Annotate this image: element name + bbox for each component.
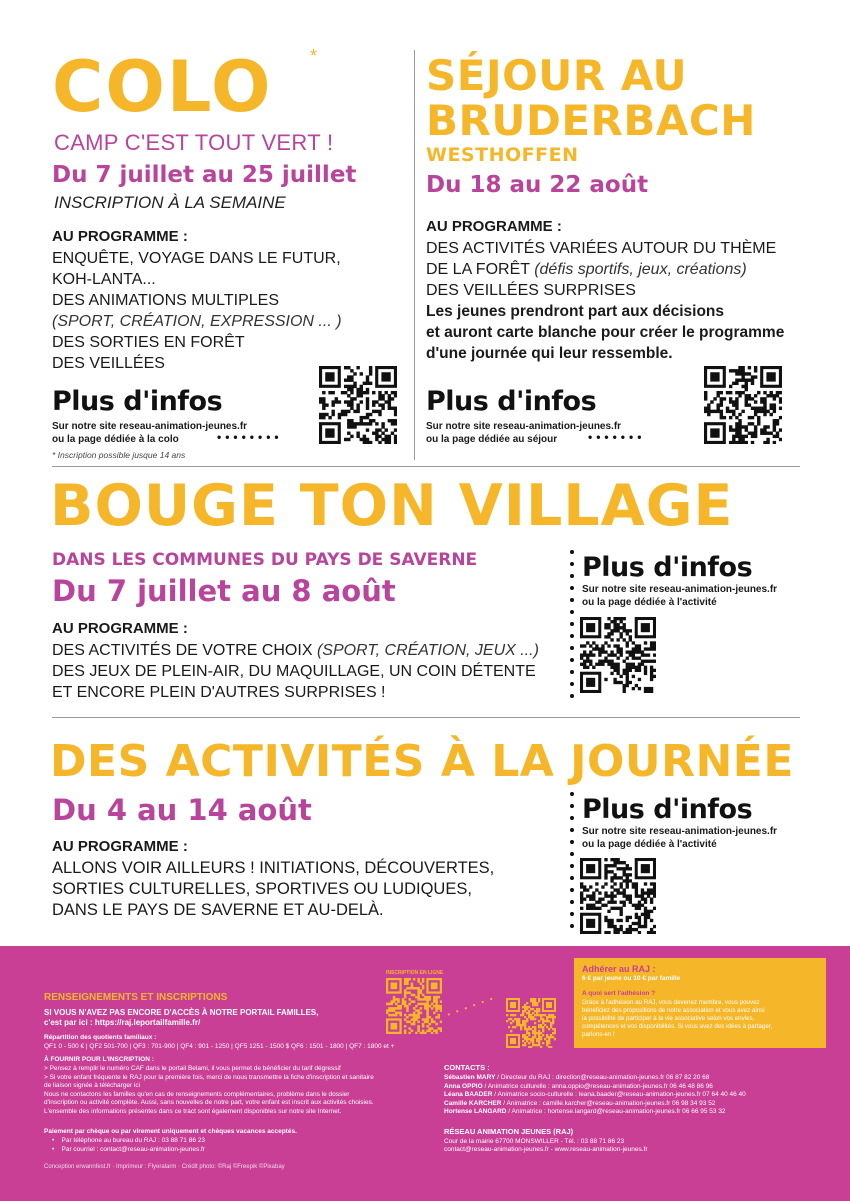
contact-name: Anna OPPIO xyxy=(444,1082,483,1090)
sejour-place: WESTHOFFEN xyxy=(426,144,579,166)
payment-list xyxy=(52,1137,205,1154)
sejour-program-line: DES VEILLÉES SURPRISES xyxy=(426,282,636,299)
colo-title: COLO xyxy=(52,46,273,128)
section-divider xyxy=(52,717,800,718)
sejour-plus-infos: Plus d'infos xyxy=(426,386,597,417)
sejour-program-italic: (défis sportifs, jeux, créations) xyxy=(534,261,747,278)
journee-title: DES ACTIVITÉS À LA JOURNÉE xyxy=(50,736,794,787)
colo-program-line: DES SORTIES EN FORÊT xyxy=(52,334,245,351)
provide-line: L'ensemble des informations présentes dans ce tract sont également disponibles sur notre site Internet. xyxy=(44,1107,342,1115)
contact-details: / Animatrice culturelle : anna.oppio@reseau-animation-jeunes.fr 06 46 48 86 96 xyxy=(482,1082,713,1090)
bouge-program-line: DES JEUX DE PLEIN-AIR, DU MAQUILLAGE, UN COIN DÉTENTE xyxy=(52,663,536,680)
sejour-dates: Du 18 au 22 août xyxy=(426,172,649,198)
adhesion-line: bénéficiez des propositions de notre association et vous avez ainsi xyxy=(582,1007,765,1014)
colo-page-link[interactable]: ou la page dédiée à la colo xyxy=(52,434,179,445)
bouge-site-link[interactable]: Sur notre site reseau-animation-jeunes.fr xyxy=(582,584,778,595)
journee-dates: Du 4 au 14 août xyxy=(52,793,312,827)
sejour-title-line2: BRUDERBACH xyxy=(426,96,756,145)
contact-details: / Animatrice : hortense.langard@reseau-animation-jeunes.fr 06 66 95 53 32 xyxy=(506,1108,726,1116)
footer-panel xyxy=(0,946,850,1201)
adhesion-qr-code[interactable] xyxy=(506,998,556,1048)
journee-program xyxy=(52,858,494,921)
adhesion-line: compétences et vos disponibilités. Si vous avez des idées à partager, xyxy=(582,1023,773,1030)
contact-line xyxy=(444,1083,844,1092)
adhesion-question: A quoi sert l'adhésion ? xyxy=(582,990,656,997)
provide-line: > Pensez à remplir le numéro CAF dans le portail Belami, il vous permet de bénéficier du tarif dégressif xyxy=(44,1065,341,1072)
contact-line xyxy=(444,1100,844,1109)
provide-line: > Si votre enfant fréquente le RAJ pour la première fois, merci de nous transmettre la fiche d'inscription et sanitaire xyxy=(44,1073,374,1081)
provide-text xyxy=(44,1065,424,1117)
org-address: Cour de la mairie 67700 MONSWILLER - Tél. : 03 88 71 86 23 xyxy=(444,1138,625,1145)
bouge-program xyxy=(52,640,539,703)
colo-program xyxy=(52,248,342,374)
sejour-program-line: DES ACTIVITÉS VARIÉES AUTOUR DU THÈME xyxy=(426,240,777,257)
journee-program-line: SORTIES CULTURELLES, SPORTIVES OU LUDIQUES, xyxy=(52,880,472,898)
sejour-program-heading: AU PROGRAMME : xyxy=(426,218,562,235)
colo-plus-infos: Plus d'infos xyxy=(52,386,223,417)
journee-program-heading: AU PROGRAMME : xyxy=(52,838,188,855)
colo-program-line: KOH-LANTA... xyxy=(52,271,156,288)
bouge-qr-code[interactable] xyxy=(580,617,656,693)
journee-vertical-dots xyxy=(570,792,574,936)
sejour-program-text: DE LA FORÊT xyxy=(426,261,535,278)
contacts-heading: CONTACTS : xyxy=(444,1063,490,1072)
provide-line: de liaison signée à télécharger ici xyxy=(44,1082,141,1090)
credits: Conception erwannfest.fr · Imprimeur : Flyeralarm · Crédit photo: ©Raj ©Freepik ©Pixabay xyxy=(44,1164,285,1170)
bouge-program-line xyxy=(52,640,539,661)
bouge-subtitle: DANS LES COMMUNES DU PAYS DE SAVERNE xyxy=(52,550,478,570)
adhesion-price: 6 € par jeune ou 10 € par famille xyxy=(582,975,681,982)
adhesion-line: la possibilité de participer à la vie associative selon vos envies, xyxy=(582,1015,755,1022)
qf-heading: Répartition des quotients familiaux : xyxy=(44,1034,157,1041)
provide-line: Nous ne contactons les familles qu'en cas de renseignements complémentaires, problème dans le dossier xyxy=(44,1090,350,1098)
payment-line: • Par téléphone au bureau du RAJ : 03 88 71 86 23 xyxy=(52,1137,205,1144)
contact-line xyxy=(444,1074,844,1083)
org-web[interactable]: contact@reseau-animation-jeunes.fr - www.reseau-animation-jeunes.fr xyxy=(444,1146,648,1153)
bouge-program-line: ET ENCORE PLEIN D'AUTRES SURPRISES ! xyxy=(52,684,386,701)
journee-page-link[interactable]: ou la page dédiée à l'activité xyxy=(582,839,717,850)
contact-name: Camille KARCHER xyxy=(444,1099,502,1107)
qr-dots: • • • • • • xyxy=(445,993,496,1020)
journee-site-link[interactable]: Sur notre site reseau-animation-jeunes.fr xyxy=(582,826,778,837)
colo-star: * xyxy=(310,46,318,66)
colo-program-line: (SPORT, CRÉATION, EXPRESSION ... ) xyxy=(52,313,342,330)
portal-line: SI VOUS N'AVEZ PAS ENCORE D'ACCÈS À NOTRE PORTAIL FAMILLES, xyxy=(44,1008,319,1017)
colo-dates: Du 7 juillet au 25 juillet xyxy=(52,162,357,188)
colo-program-heading: AU PROGRAMME : xyxy=(52,228,188,245)
qr-label: INSCRIPTION EN LIGNE xyxy=(386,970,444,976)
journee-plus-infos: Plus d'infos xyxy=(582,794,753,825)
colo-program-line: DES VEILLÉES xyxy=(52,355,165,372)
contact-name: Sébastien MARY xyxy=(444,1074,496,1081)
sejour-dots: ••••••• xyxy=(588,430,646,444)
adhesion-text xyxy=(582,999,822,1039)
portal-link[interactable]: c'est par ici : https://raj.leportailfamille.fr/ xyxy=(44,1018,201,1027)
sejour-bold-line: et auront carte blanche pour créer le programme xyxy=(426,324,785,341)
colo-site-link[interactable]: Sur notre site reseau-animation-jeunes.fr xyxy=(52,421,248,432)
adhesion-line: Grâce à l'adhésion au RAJ, vous devenez membre, vous pouvez xyxy=(582,999,760,1006)
sejour-qr-code[interactable] xyxy=(704,366,782,444)
payment-line: • Par courriel : contact@reseau-animation-jeunes.fr xyxy=(52,1145,206,1153)
provide-line: d'inscription ou activité complète. Aussi, sans nouvelles de notre part, votre enfant est inscrit aux activités choisies. xyxy=(44,1099,374,1107)
bouge-program-italic: (SPORT, CRÉATION, JEUX ...) xyxy=(316,642,539,659)
colo-program-line: ENQUÊTE, VOYAGE DANS LE FUTUR, xyxy=(52,250,341,267)
sejour-page-link[interactable]: ou la page dédiée au séjour xyxy=(426,434,558,445)
journee-program-line: DANS LE PAYS DE SAVERNE ET AU-DELÀ. xyxy=(52,901,384,919)
qf-line: QF1 0 - 500 € | QF2 501-700 | QF3 : 701-900 | QF4 : 901 - 1250 | QF5 1251 - 1500 $ QF6 : 1501 - 1800 | QF7 : 1800 et + xyxy=(44,1043,395,1050)
adhesion-line: parlons-en ! xyxy=(582,1031,615,1038)
bouge-plus-infos: Plus d'infos xyxy=(582,552,753,583)
section-divider xyxy=(52,466,800,467)
footer-heading: RENSEIGNEMENTS ET INSCRIPTIONS xyxy=(44,992,228,1003)
sejour-bold-line: Les jeunes prendront part aux décisions xyxy=(426,303,725,320)
colo-qr-code[interactable] xyxy=(319,366,397,444)
contact-line xyxy=(444,1108,844,1117)
contact-details: / Animatrice socio-culturelle : leana.baader@reseau-animation-jeunes.fr 07 64 40 46 40 xyxy=(492,1091,746,1099)
contact-details: / Directeur du RAJ : direction@reseau-animation-jeunes.fr 06 87 82 20 68 xyxy=(495,1074,710,1081)
provide-heading: À FOURNIR POUR L'INSCRIPTION : xyxy=(44,1056,154,1063)
sejour-site-link[interactable]: Sur notre site reseau-animation-jeunes.fr xyxy=(426,421,622,432)
contact-line xyxy=(444,1091,844,1100)
payment-text: Par courriel : contact@reseau-animation-jeunes.fr xyxy=(61,1145,206,1153)
payment-heading: Paiement par chèque ou par virement uniquement et chèques vacances acceptés. xyxy=(44,1128,297,1135)
bouge-page-link[interactable]: ou la page dédiée à l'activité xyxy=(582,597,717,608)
bouge-program-text: DES ACTIVITÉS DE VOTRE CHOIX xyxy=(52,642,317,659)
org-name: RÉSEAU ANIMATION JEUNES (RAJ) xyxy=(444,1127,574,1136)
sejour-program-line xyxy=(426,259,826,280)
journee-qr-code[interactable] xyxy=(580,858,656,934)
contact-name: Léana BAADER xyxy=(444,1091,493,1099)
colo-dots: •••••••• xyxy=(217,430,283,444)
contacts-list xyxy=(444,1074,844,1117)
journee-program-line: ALLONS VOIR AILLEURS ! INITIATIONS, DÉCOUVERTES, xyxy=(52,859,495,877)
bouge-program-heading: AU PROGRAMME : xyxy=(52,620,188,637)
bouge-vertical-dots xyxy=(570,550,574,706)
sejour-program xyxy=(426,238,826,364)
colo-program-line: DES ANIMATIONS MULTIPLES xyxy=(52,292,280,309)
contact-details: / Animatrice : camille.karcher@reseau-animation-jeunes.fr 06 98 34 93 52 xyxy=(501,1099,716,1107)
contact-name: Hortense LANGARD xyxy=(444,1108,507,1116)
sejour-bold-line: d'une journée qui leur ressemble. xyxy=(426,345,673,362)
bouge-title: BOUGE TON VILLAGE xyxy=(50,473,734,539)
bouge-dates: Du 7 juillet au 8 août xyxy=(52,574,396,608)
inscription-qr-code[interactable] xyxy=(386,978,442,1034)
column-divider xyxy=(414,50,415,460)
payment-text: Par téléphone au bureau du RAJ : 03 88 71 86 23 xyxy=(61,1137,205,1144)
colo-subtitle: CAMP C'EST TOUT VERT ! xyxy=(54,130,334,155)
colo-footnote: * Inscription possible jusque 14 ans xyxy=(52,450,186,460)
adhesion-box xyxy=(574,958,826,1048)
sejour-title-line1: SÉJOUR AU xyxy=(426,51,688,100)
colo-inscription: INSCRIPTION À LA SEMAINE xyxy=(54,193,286,212)
adhesion-title: Adhérer au RAJ : xyxy=(582,964,656,974)
